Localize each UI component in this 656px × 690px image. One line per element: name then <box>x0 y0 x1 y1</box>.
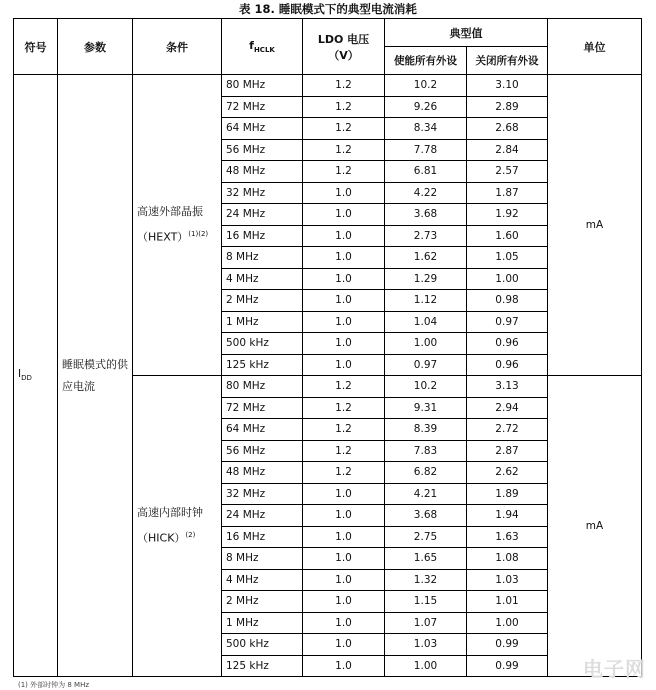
all-off-cell: 2.87 <box>467 440 548 462</box>
header-all-on: 使能所有外设 <box>385 47 467 75</box>
all-off-cell: 2.94 <box>467 397 548 419</box>
ldo-cell: 1.2 <box>303 96 385 118</box>
header-all-off: 关闭所有外设 <box>467 47 548 75</box>
condition-cell: 高速内部时钟（HICK）$^{(2)}$ <box>133 376 222 677</box>
all-off-cell: 1.94 <box>467 505 548 527</box>
fhclk-cell: 4 MHz <box>222 569 303 591</box>
all-on-cell: 1.62 <box>385 247 467 269</box>
ldo-cell: 1.2 <box>303 118 385 140</box>
fhclk-cell: 24 MHz <box>222 505 303 527</box>
all-on-cell: 2.75 <box>385 526 467 548</box>
header-param: 参数 <box>58 19 133 75</box>
ldo-cell: 1.2 <box>303 419 385 441</box>
fhclk-cell: 1 MHz <box>222 311 303 333</box>
ldo-cell: 1.0 <box>303 483 385 505</box>
ldo-cell: 1.0 <box>303 333 385 355</box>
all-off-cell: 3.13 <box>467 376 548 398</box>
header-typical: 典型值 <box>385 19 548 47</box>
ldo-cell: 1.0 <box>303 591 385 613</box>
table-caption: 表 18. 睡眠模式下的典型电流消耗 <box>239 2 417 16</box>
all-on-cell: 1.07 <box>385 612 467 634</box>
ldo-cell: 1.2 <box>303 462 385 484</box>
fhclk-cell: 16 MHz <box>222 526 303 548</box>
all-on-cell: 8.39 <box>385 419 467 441</box>
ldo-cell: 1.0 <box>303 612 385 634</box>
fhclk-cell: 125 kHz <box>222 655 303 677</box>
all-on-cell: 1.12 <box>385 290 467 312</box>
fhclk-cell: 80 MHz <box>222 376 303 398</box>
fhclk-cell: 48 MHz <box>222 161 303 183</box>
all-off-cell: 2.89 <box>467 96 548 118</box>
all-off-cell: 2.68 <box>467 118 548 140</box>
ldo-cell: 1.0 <box>303 548 385 570</box>
all-off-cell: 1.63 <box>467 526 548 548</box>
all-on-cell: 9.31 <box>385 397 467 419</box>
all-on-cell: 1.15 <box>385 591 467 613</box>
header-unit: 单位 <box>548 19 642 75</box>
fhclk-cell: 32 MHz <box>222 483 303 505</box>
ldo-cell: 1.2 <box>303 376 385 398</box>
all-on-cell: 6.82 <box>385 462 467 484</box>
all-on-cell: 1.04 <box>385 311 467 333</box>
all-off-cell: 1.89 <box>467 483 548 505</box>
fhclk-cell: 500 kHz <box>222 333 303 355</box>
all-off-cell: 1.03 <box>467 569 548 591</box>
all-off-cell: 1.87 <box>467 182 548 204</box>
all-off-cell: 0.99 <box>467 655 548 677</box>
fhclk-cell: 80 MHz <box>222 75 303 97</box>
ldo-cell: 1.2 <box>303 75 385 97</box>
all-on-cell: 1.65 <box>385 548 467 570</box>
ldo-cell: 1.0 <box>303 225 385 247</box>
symbol-cell: $I_{DD}$ <box>14 75 58 677</box>
fhclk-cell: 56 MHz <box>222 139 303 161</box>
all-off-cell: 0.96 <box>467 333 548 355</box>
all-off-cell: 3.10 <box>467 75 548 97</box>
header-condition: 条件 <box>133 19 222 75</box>
fhclk-cell: 125 kHz <box>222 354 303 376</box>
all-on-cell: 7.83 <box>385 440 467 462</box>
fhclk-cell: 8 MHz <box>222 247 303 269</box>
all-off-cell: 1.08 <box>467 548 548 570</box>
ldo-cell: 1.2 <box>303 161 385 183</box>
all-off-cell: 0.99 <box>467 634 548 656</box>
condition-cell: 高速外部晶振（HEXT）$^{(1)(2)}$ <box>133 75 222 376</box>
all-off-cell: 2.57 <box>467 161 548 183</box>
all-on-cell: 1.03 <box>385 634 467 656</box>
all-off-cell: 1.60 <box>467 225 548 247</box>
unit-cell: mA <box>548 75 642 376</box>
fhclk-cell: 24 MHz <box>222 204 303 226</box>
fhclk-cell: 16 MHz <box>222 225 303 247</box>
ldo-cell: 1.0 <box>303 290 385 312</box>
fhclk-cell: 72 MHz <box>222 397 303 419</box>
all-off-cell: 1.05 <box>467 247 548 269</box>
ldo-cell: 1.0 <box>303 569 385 591</box>
all-on-cell: 6.81 <box>385 161 467 183</box>
all-off-cell: 0.97 <box>467 311 548 333</box>
current-consumption-table <box>13 18 642 677</box>
all-off-cell: 1.00 <box>467 612 548 634</box>
all-on-cell: 1.00 <box>385 655 467 677</box>
all-off-cell: 1.92 <box>467 204 548 226</box>
fhclk-cell: 64 MHz <box>222 118 303 140</box>
all-on-cell: 4.21 <box>385 483 467 505</box>
all-on-cell: 1.00 <box>385 333 467 355</box>
ldo-cell: 1.0 <box>303 268 385 290</box>
all-on-cell: 7.78 <box>385 139 467 161</box>
all-on-cell: 3.68 <box>385 505 467 527</box>
ldo-cell: 1.0 <box>303 182 385 204</box>
ldo-cell: 1.0 <box>303 526 385 548</box>
table-row <box>14 75 642 97</box>
all-on-cell: 0.97 <box>385 354 467 376</box>
all-on-cell: 10.2 <box>385 376 467 398</box>
ldo-cell: 1.2 <box>303 440 385 462</box>
all-on-cell: 1.29 <box>385 268 467 290</box>
all-on-cell: 2.73 <box>385 225 467 247</box>
param-cell: 睡眠模式的供应电流 <box>58 75 133 677</box>
ldo-cell: 1.0 <box>303 505 385 527</box>
header-ldo: LDO 电压 （V） <box>303 19 385 75</box>
fhclk-cell: 48 MHz <box>222 462 303 484</box>
all-off-cell: 2.72 <box>467 419 548 441</box>
all-off-cell: 2.84 <box>467 139 548 161</box>
fhclk-cell: 64 MHz <box>222 419 303 441</box>
footnote: (1) 外部时钟为 8 MHz <box>18 681 90 689</box>
ldo-cell: 1.0 <box>303 655 385 677</box>
ldo-cell: 1.0 <box>303 204 385 226</box>
fhclk-cell: 72 MHz <box>222 96 303 118</box>
header-fhclk: $f_{HCLK}$ <box>222 19 303 75</box>
unit-cell: mA <box>548 376 642 677</box>
all-off-cell: 1.01 <box>467 591 548 613</box>
all-on-cell: 10.2 <box>385 75 467 97</box>
fhclk-cell: 500 kHz <box>222 634 303 656</box>
watermark-logo: 电子网 <box>583 657 646 681</box>
all-off-cell: 0.98 <box>467 290 548 312</box>
all-on-cell: 8.34 <box>385 118 467 140</box>
header-symbol: 符号 <box>14 19 58 75</box>
fhclk-cell: 56 MHz <box>222 440 303 462</box>
ldo-cell: 1.0 <box>303 354 385 376</box>
all-on-cell: 4.22 <box>385 182 467 204</box>
ldo-cell: 1.2 <box>303 397 385 419</box>
fhclk-cell: 2 MHz <box>222 591 303 613</box>
fhclk-cell: 2 MHz <box>222 290 303 312</box>
ldo-cell: 1.0 <box>303 634 385 656</box>
all-on-cell: 1.32 <box>385 569 467 591</box>
fhclk-cell: 8 MHz <box>222 548 303 570</box>
all-off-cell: 2.62 <box>467 462 548 484</box>
all-on-cell: 3.68 <box>385 204 467 226</box>
all-off-cell: 0.96 <box>467 354 548 376</box>
all-on-cell: 9.26 <box>385 96 467 118</box>
fhclk-cell: 4 MHz <box>222 268 303 290</box>
ldo-cell: 1.2 <box>303 139 385 161</box>
ldo-cell: 1.0 <box>303 311 385 333</box>
fhclk-cell: 32 MHz <box>222 182 303 204</box>
fhclk-cell: 1 MHz <box>222 612 303 634</box>
ldo-cell: 1.0 <box>303 247 385 269</box>
all-off-cell: 1.00 <box>467 268 548 290</box>
